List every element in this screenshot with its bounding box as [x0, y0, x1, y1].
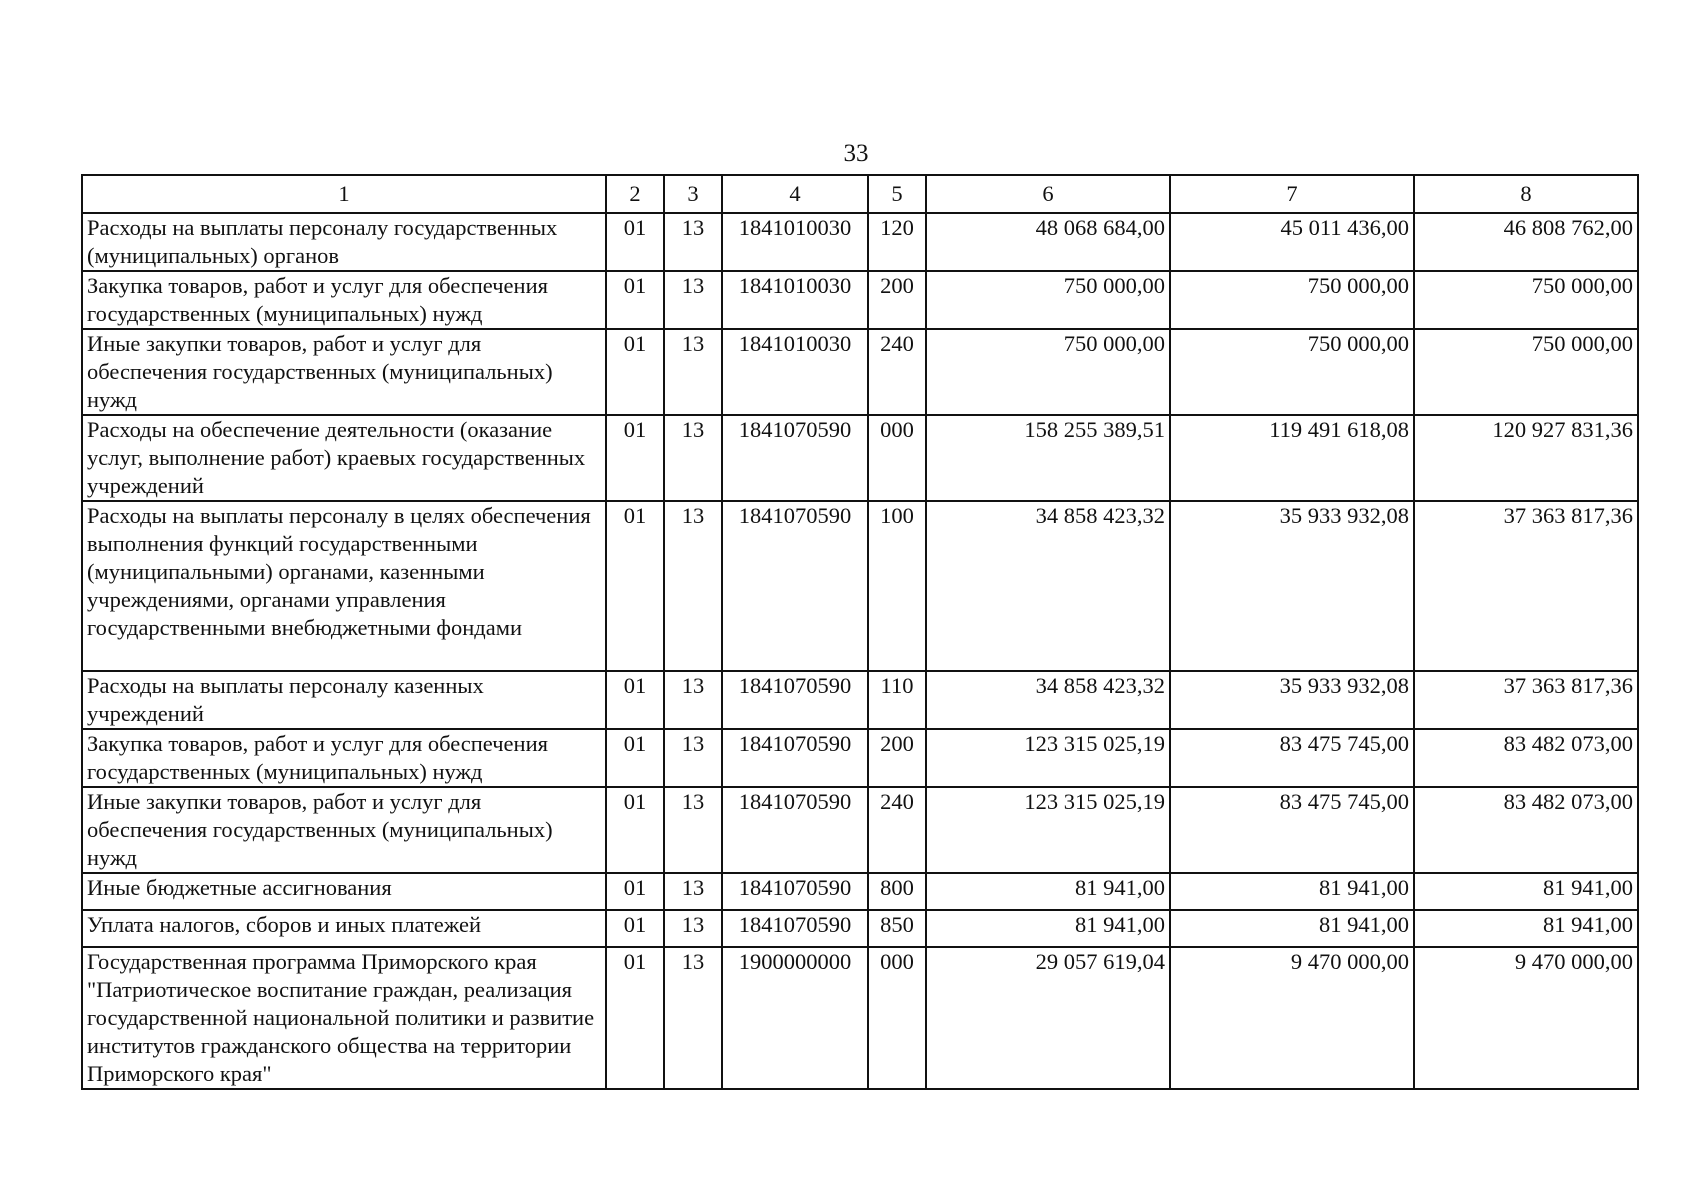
- code-expense-type: 200: [868, 729, 926, 787]
- code-target-article: 1841070590: [722, 729, 868, 787]
- code-target-article: 1900000000: [722, 947, 868, 1089]
- amount-col-6: 123 315 025,19: [926, 729, 1170, 787]
- amount-col-8: 37 363 817,36: [1414, 501, 1638, 671]
- amount-col-8: 81 941,00: [1414, 873, 1638, 910]
- table-header: [82, 175, 1638, 213]
- amount-col-7: 35 933 932,08: [1170, 671, 1414, 729]
- code-target-article: 1841010030: [722, 213, 868, 271]
- amount-col-6: 750 000,00: [926, 271, 1170, 329]
- amount-col-8: 46 808 762,00: [1414, 213, 1638, 271]
- amount-col-7: 81 941,00: [1170, 873, 1414, 910]
- amount-col-8: 83 482 073,00: [1414, 787, 1638, 873]
- code-subsection: 13: [664, 787, 722, 873]
- row-name: Иные бюджетные ассигнования: [82, 873, 606, 910]
- code-target-article: 1841010030: [722, 271, 868, 329]
- column-header-2: 2: [606, 175, 664, 213]
- code-target-article: 1841070590: [722, 787, 868, 873]
- code-expense-type: 200: [868, 271, 926, 329]
- code-target-article: 1841070590: [722, 910, 868, 947]
- column-header-3: 3: [664, 175, 722, 213]
- amount-col-6: 48 068 684,00: [926, 213, 1170, 271]
- code-target-article: 1841070590: [722, 415, 868, 501]
- amount-col-6: 123 315 025,19: [926, 787, 1170, 873]
- code-section: 01: [606, 501, 664, 671]
- code-section: 01: [606, 671, 664, 729]
- column-header-7: 7: [1170, 175, 1414, 213]
- table-body: [82, 213, 1638, 1089]
- row-name: Закупка товаров, работ и услуг для обеспечения государственных (муниципальных) нужд: [82, 729, 606, 787]
- amount-col-8: 750 000,00: [1414, 271, 1638, 329]
- amount-col-8: 750 000,00: [1414, 329, 1638, 415]
- page-number: 33: [843, 140, 869, 167]
- code-section: 01: [606, 873, 664, 910]
- amount-col-6: 81 941,00: [926, 910, 1170, 947]
- code-expense-type: 800: [868, 873, 926, 910]
- budget-table: [81, 174, 1639, 1090]
- amount-col-6: 34 858 423,32: [926, 501, 1170, 671]
- code-target-article: 1841070590: [722, 873, 868, 910]
- code-section: 01: [606, 415, 664, 501]
- code-section: 01: [606, 271, 664, 329]
- row-name: Расходы на выплаты персоналу в целях обеспечения выполнения функций государственными (муниципальными) органами, казенными учреждениями, органами управления государственными внебюджетными фондами: [82, 501, 606, 671]
- column-header-1: 1: [82, 175, 606, 213]
- amount-col-7: 119 491 618,08: [1170, 415, 1414, 501]
- amount-col-6: 81 941,00: [926, 873, 1170, 910]
- code-subsection: 13: [664, 415, 722, 501]
- row-name: Государственная программа Приморского края "Патриотическое воспитание граждан, реализация государственной национальной политики и развитие институтов гражданского общества на территории Приморского края": [82, 947, 606, 1089]
- table-row: [82, 271, 1638, 329]
- amount-col-6: 29 057 619,04: [926, 947, 1170, 1089]
- code-expense-type: 110: [868, 671, 926, 729]
- row-name: Расходы на обеспечение деятельности (оказание услуг, выполнение работ) краевых государственных учреждений: [82, 415, 606, 501]
- code-section: 01: [606, 329, 664, 415]
- code-subsection: 13: [664, 729, 722, 787]
- code-target-article: 1841070590: [722, 671, 868, 729]
- code-expense-type: 100: [868, 501, 926, 671]
- row-name: Уплата налогов, сборов и иных платежей: [82, 910, 606, 947]
- amount-col-6: 750 000,00: [926, 329, 1170, 415]
- row-name: Иные закупки товаров, работ и услуг для обеспечения государственных (муниципальных) нужд: [82, 787, 606, 873]
- code-expense-type: 850: [868, 910, 926, 947]
- code-subsection: 13: [664, 671, 722, 729]
- amount-col-6: 34 858 423,32: [926, 671, 1170, 729]
- code-subsection: 13: [664, 910, 722, 947]
- row-name: Закупка товаров, работ и услуг для обеспечения государственных (муниципальных) нужд: [82, 271, 606, 329]
- amount-col-7: 750 000,00: [1170, 329, 1414, 415]
- amount-col-8: 120 927 831,36: [1414, 415, 1638, 501]
- table-row: [82, 213, 1638, 271]
- code-expense-type: 000: [868, 947, 926, 1089]
- amount-col-7: 83 475 745,00: [1170, 787, 1414, 873]
- code-subsection: 13: [664, 947, 722, 1089]
- code-target-article: 1841010030: [722, 329, 868, 415]
- amount-col-7: 83 475 745,00: [1170, 729, 1414, 787]
- code-expense-type: 120: [868, 213, 926, 271]
- code-section: 01: [606, 729, 664, 787]
- row-name: Расходы на выплаты персоналу государственных (муниципальных) органов: [82, 213, 606, 271]
- amount-col-7: 81 941,00: [1170, 910, 1414, 947]
- table-row: [82, 787, 1638, 873]
- amount-col-6: 158 255 389,51: [926, 415, 1170, 501]
- amount-col-8: 9 470 000,00: [1414, 947, 1638, 1089]
- column-header-6: 6: [926, 175, 1170, 213]
- row-name: Иные закупки товаров, работ и услуг для обеспечения государственных (муниципальных) нужд: [82, 329, 606, 415]
- code-subsection: 13: [664, 501, 722, 671]
- amount-col-7: 35 933 932,08: [1170, 501, 1414, 671]
- amount-col-7: 750 000,00: [1170, 271, 1414, 329]
- code-section: 01: [606, 213, 664, 271]
- amount-col-8: 81 941,00: [1414, 910, 1638, 947]
- column-header-4: 4: [722, 175, 868, 213]
- table-row: [82, 873, 1638, 910]
- table-row: [82, 910, 1638, 947]
- code-section: 01: [606, 947, 664, 1089]
- code-expense-type: 240: [868, 787, 926, 873]
- code-target-article: 1841070590: [722, 501, 868, 671]
- table-row: [82, 729, 1638, 787]
- amount-col-7: 9 470 000,00: [1170, 947, 1414, 1089]
- table-row: [82, 415, 1638, 501]
- code-subsection: 13: [664, 873, 722, 910]
- amount-col-8: 37 363 817,36: [1414, 671, 1638, 729]
- code-section: 01: [606, 910, 664, 947]
- table-row: [82, 947, 1638, 1089]
- amount-col-8: 83 482 073,00: [1414, 729, 1638, 787]
- column-header-8: 8: [1414, 175, 1638, 213]
- code-section: 01: [606, 787, 664, 873]
- code-subsection: 13: [664, 213, 722, 271]
- table-row: [82, 671, 1638, 729]
- code-subsection: 13: [664, 329, 722, 415]
- code-expense-type: 240: [868, 329, 926, 415]
- amount-col-7: 45 011 436,00: [1170, 213, 1414, 271]
- code-expense-type: 000: [868, 415, 926, 501]
- code-subsection: 13: [664, 271, 722, 329]
- row-name: Расходы на выплаты персоналу казенных учреждений: [82, 671, 606, 729]
- column-header-5: 5: [868, 175, 926, 213]
- table-row: [82, 329, 1638, 415]
- table-row: [82, 501, 1638, 671]
- header-row: [82, 175, 1638, 213]
